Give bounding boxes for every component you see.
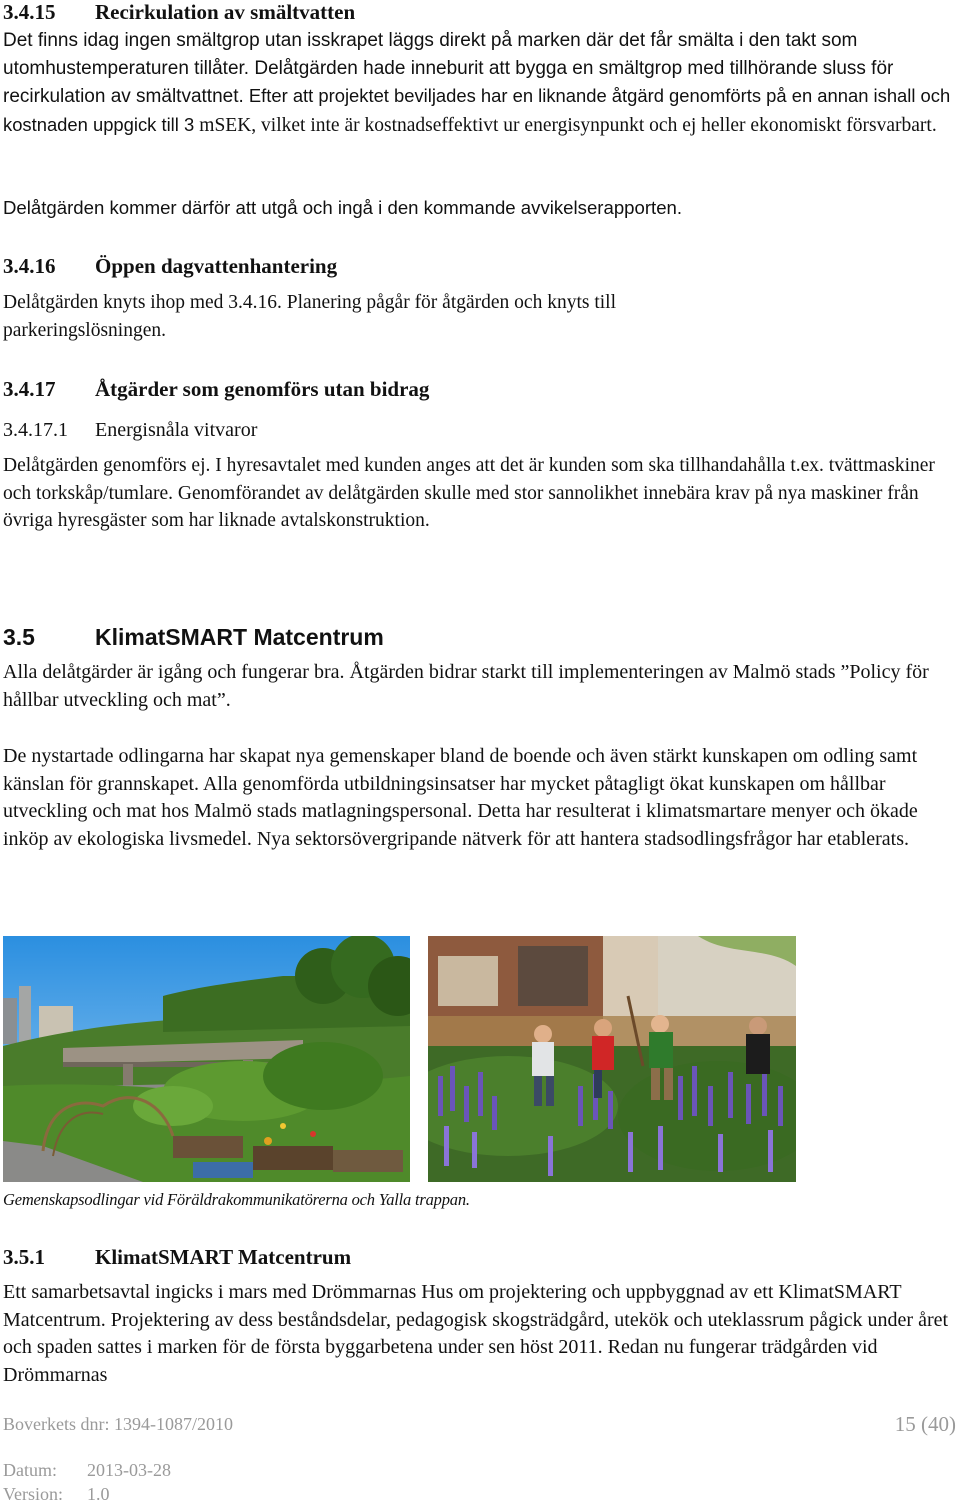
footer-version bbox=[3, 1484, 110, 1505]
heading-3-4-17 bbox=[3, 377, 429, 402]
photo-community-garden-bridge-icon bbox=[3, 936, 410, 1182]
heading-title: Recirkulation av smältvatten bbox=[95, 0, 356, 24]
para-matcentrum-1-text: Alla delåtgärder är igång och fungerar bra. Åtgärden bidrar starkt till implementeringen av Malmö stads ”Policy för hållbar utveckling och mat”. bbox=[3, 661, 929, 711]
para-serif-msek: mSEK, vilket inte är kostnadseffektivt ur energisynpunkt och ej heller ekonomiskt försvarbart. bbox=[199, 114, 937, 136]
heading-title: KlimatSMART Matcentrum bbox=[95, 624, 384, 650]
heading-3-4-16 bbox=[3, 254, 337, 279]
heading-title: Energisnåla vitvaror bbox=[95, 419, 258, 441]
heading-3-4-17-1 bbox=[3, 419, 257, 442]
footer-reference: Boverkets dnr: 1394-1087/2010 bbox=[3, 1414, 233, 1434]
heading-title: Åtgärder som genomförs utan bidrag bbox=[95, 377, 430, 401]
para-vitvaror-text: Delåtgärden genomförs ej. I hyresavtalet med kunden anges att det är kunden som ska tillhandahålla t.ex. tvättmaskiner och torkskåp/tumlare. Genomförandet av delåtgärden skulle med stor sannolikhet innebära krav på nya maskiner från övriga hyresgäster som har liknade avtalskonstruktion. bbox=[3, 455, 935, 532]
photo-children-gardening bbox=[428, 936, 796, 1182]
paragraph-avvikelse bbox=[3, 194, 954, 222]
heading-3-4-15 bbox=[3, 0, 355, 25]
heading-number: 3.4.17.1 bbox=[3, 419, 68, 441]
para-avvikelse-text: Delåtgärden kommer därför att utgå och ingå i den kommande avvikelserapporten. bbox=[3, 197, 683, 218]
paragraph-recirkulation bbox=[3, 27, 954, 139]
photo-children-gardening-icon bbox=[428, 936, 796, 1182]
footer-date-label: Datum: bbox=[3, 1460, 57, 1480]
heading-3-5 bbox=[3, 624, 384, 651]
footer-date bbox=[3, 1460, 171, 1481]
paragraph-matcentrum-2 bbox=[3, 743, 954, 853]
heading-title: KlimatSMART Matcentrum bbox=[95, 1245, 352, 1269]
heading-title: Öppen dagvattenhantering bbox=[95, 254, 338, 278]
para-sans-rest: Efter att projektet beviljades har en liknande åtgärd genomförts på en annan ishall och kostnaden uppgick till 3 bbox=[3, 85, 951, 135]
paragraph-matcentrum-1 bbox=[3, 659, 954, 714]
footer-date-value: 2013-03-28 bbox=[87, 1460, 171, 1480]
footer-version-label: Version: bbox=[3, 1484, 63, 1504]
para-sans-start: Det finns idag ingen smältgrop utan isskrapet läggs direkt på marken där det får smälta i den takt som utomhustemperaturen tillåter. Delåtgärden hade inneburit att bygga en smältgrop med tillhörande sluss för recirkulation av smältvattnet. bbox=[3, 30, 894, 108]
footer-version-value: 1.0 bbox=[87, 1484, 110, 1504]
para-matcentrum-351-text: Ett samarbetsavtal ingicks i mars med Drömmarnas Hus om projektering och uppbyggnad av ett KlimatSMART Matcentrum. Projektering av dess beståndsdelar, pedagogisk skogsträdgård, utekök och uteklassrum pågick under året och spaden sattes i marken för de första byggarbetena under sen höst 2011. Redan nu fungerar trädgården vid Drömmarnas bbox=[3, 1281, 949, 1386]
heading-number: 3.4.15 bbox=[3, 0, 56, 24]
heading-number: 3.4.16 bbox=[3, 254, 56, 278]
heading-number: 3.5.1 bbox=[3, 1245, 45, 1269]
heading-number: 3.5 bbox=[3, 624, 35, 650]
para-dagvatten-text: Delåtgärden knyts ihop med 3.4.16. Planering pågår för åtgärden och knyts till parkeringslösningen. bbox=[3, 292, 617, 341]
photo-community-garden-bridge bbox=[3, 936, 410, 1182]
photo-caption: Gemenskapsodlingar vid Föräldrakommunikatörerna och Yalla trappan. bbox=[3, 1190, 470, 1209]
paragraph-dagvatten bbox=[3, 289, 660, 344]
para-matcentrum-2-text: De nystartade odlingarna har skapat nya gemenskaper bland de boende och även stärkt kunskapen om odling samt känslan för grannskapet. Alla genomförda utbildningsinsatser har mycket påtagligt ökat kunskapen om hållbar utveckling och mat hos Malmö stads matlagningspersonal. Detta har resulterat i klimatsmartare menyer och ökade inköp av ekologiska livsmedel. Nya sektorsövergripande nätverk för att hantera stadsodlingsfrågor har etablerats. bbox=[3, 745, 918, 850]
paragraph-matcentrum-351 bbox=[3, 1279, 954, 1389]
paragraph-vitvaror bbox=[3, 452, 954, 535]
heading-3-5-1 bbox=[3, 1245, 351, 1270]
footer-page-number: 15 (40) bbox=[894, 1412, 956, 1436]
heading-number: 3.4.17 bbox=[3, 377, 56, 401]
